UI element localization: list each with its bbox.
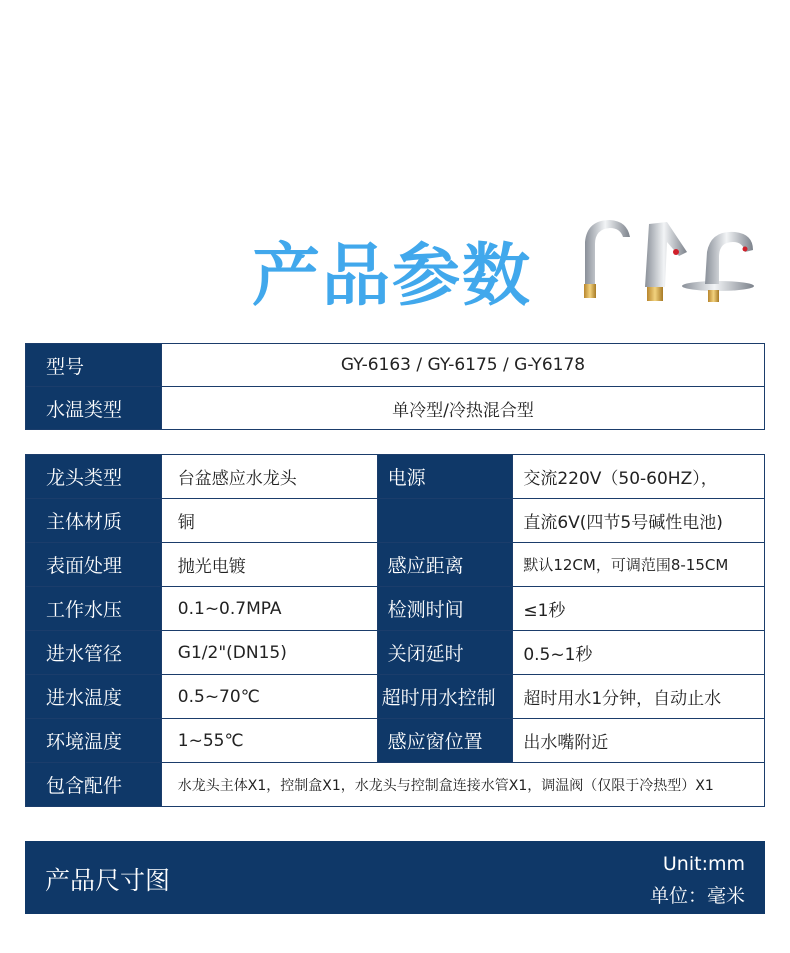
dimension-title: 产品尺寸图 [45,866,171,895]
spec-value: G1/2"(DN15) [161,631,377,675]
page-title: 产品参数 [252,237,533,316]
faucet-product-images [575,212,760,312]
model-value: GY-6163 / GY-6175 / G-Y6178 [162,344,765,387]
table-row [26,763,765,807]
spec-value: 0.5~1秒 [513,631,765,675]
model-table [25,343,765,430]
spec-label: 表面处理 [26,543,162,587]
spec-label: 进水管径 [26,631,162,675]
unit-chinese: 单位：毫米 [649,885,745,907]
spec-label: 感应距离 [377,543,513,587]
spec-label: 进水温度 [26,675,162,719]
water-temp-type-label: 水温类型 [26,387,162,430]
spec-value: 铜 [161,499,377,543]
accessories-value: 水龙头主体X1，控制盒X1，水龙头与控制盒连接水管X1，调温阀（仅限于冷热型）X1 [161,763,764,807]
table-row [26,344,765,387]
table-row [26,499,765,543]
water-temp-type-value: 单冷型/冷热混合型 [162,387,765,430]
spec-table [25,454,765,807]
spec-label: 电源 [377,455,513,499]
table-row [26,675,765,719]
spec-value: 0.1~0.7MPA [161,587,377,631]
spec-value: 0.5~70℃ [161,675,377,719]
spec-value: 出水嘴附近 [513,719,765,763]
spec-label: 关闭延时 [377,631,513,675]
table-row [26,719,765,763]
table-row [26,631,765,675]
faucet-2-icon [645,222,687,301]
table-row [26,455,765,499]
unit-english: Unit:mm [662,853,745,875]
table-row [26,543,765,587]
accessories-label: 包含配件 [26,763,162,807]
spec-value: 交流220V（50-60HZ）， [513,455,765,499]
spec-value: 1~55℃ [161,719,377,763]
spec-label: 环境温度 [26,719,162,763]
model-label: 型号 [26,344,162,387]
faucet-1-icon [584,220,630,298]
spec-value: 超时用水1分钟，自动止水 [513,675,765,719]
spec-label: 主体材质 [26,499,162,543]
spec-label: 超时用水控制 [377,675,513,719]
spec-value: 直流6V(四节5号碱性电池) [513,499,765,543]
spec-label: 工作水压 [26,587,162,631]
table-row [26,587,765,631]
table-row [26,387,765,430]
spec-label: 龙头类型 [26,455,162,499]
spec-value: 默认12CM，可调范围8-15CM [513,543,765,587]
faucet-3-icon [682,232,754,302]
spec-label [377,499,513,543]
spec-value: ≤1秒 [513,587,765,631]
spec-label: 感应窗位置 [377,719,513,763]
dimension-header [25,841,765,914]
spec-label: 检测时间 [377,587,513,631]
spec-value: 台盆感应水龙头 [161,455,377,499]
spec-value: 抛光电镀 [161,543,377,587]
